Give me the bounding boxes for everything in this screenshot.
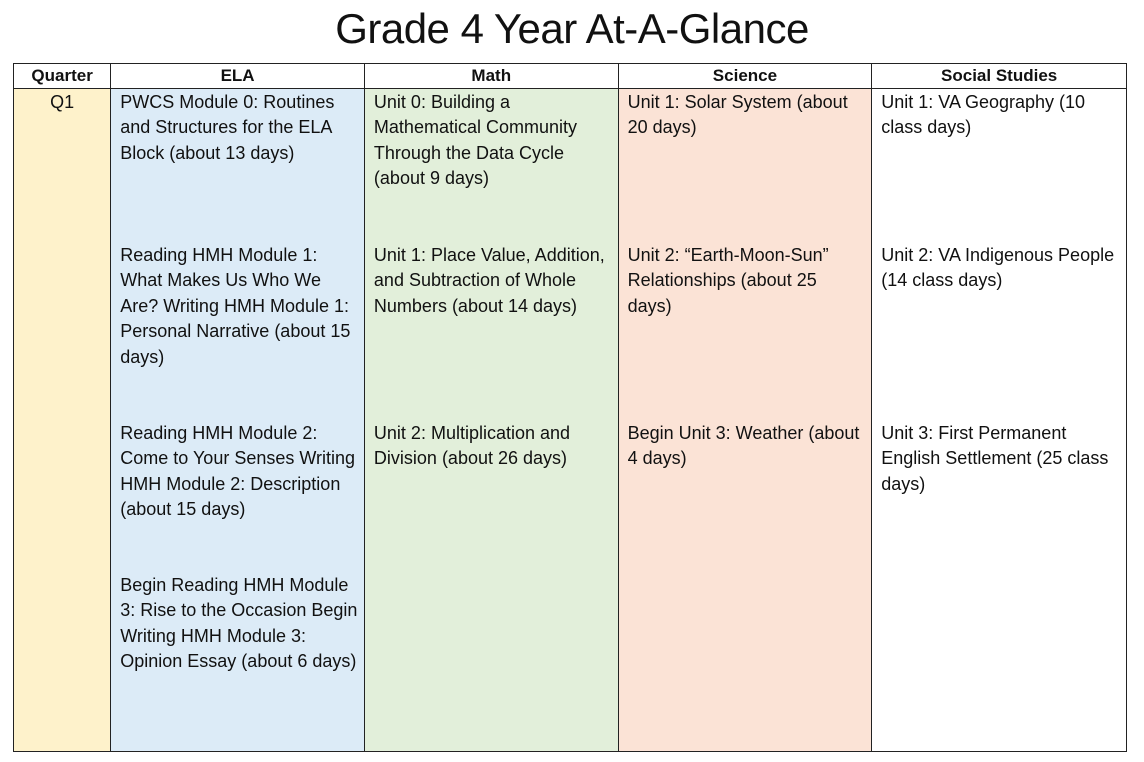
table-row <box>14 89 1127 752</box>
math-entry: Unit 2: Multiplication and Division (about 26 days) <box>373 423 571 469</box>
header-math: Math <box>364 64 618 89</box>
math-cell <box>364 89 618 752</box>
science-entry: Unit 1: Solar System (about 20 days) <box>627 92 848 138</box>
header-social-studies: Social Studies <box>872 64 1127 89</box>
social-studies-entry: Unit 2: VA Indigenous People (14 class days) <box>881 245 1115 291</box>
science-cell <box>618 89 872 752</box>
social-studies-entry: Unit 1: VA Geography (10 class days) <box>881 92 1086 138</box>
science-entry: Begin Unit 3: Weather (about 4 days) <box>627 423 860 469</box>
math-entry: Unit 1: Place Value, Addition, and Subtraction of Whole Numbers (about 14 days) <box>373 245 605 316</box>
social-studies-entry: Unit 3: First Permanent English Settlement (25 class days) <box>881 423 1109 494</box>
header-ela: ELA <box>111 64 365 89</box>
ela-cell <box>111 89 365 752</box>
header-row <box>14 64 1127 89</box>
ela-entry: Reading HMH Module 1: What Makes Us Who We Are? Writing HMH Module 1: Personal Narrative (about 15 days) <box>120 245 351 367</box>
page-title: Grade 4 Year At-A-Glance <box>335 5 809 52</box>
header-quarter: Quarter <box>14 64 111 89</box>
header-science: Science <box>618 64 872 89</box>
ela-entry: PWCS Module 0: Routines and Structures for the ELA Block (about 13 days) <box>120 92 335 163</box>
social-studies-cell <box>872 89 1127 752</box>
science-entry: Unit 2: “Earth-Moon-Sun” Relationships (about 25 days) <box>627 245 829 316</box>
year-at-a-glance-table <box>13 63 1127 752</box>
quarter-cell <box>14 89 111 752</box>
math-entry: Unit 0: Building a Mathematical Community Through the Data Cycle (about 9 days) <box>373 92 577 189</box>
ela-entry: Begin Reading HMH Module 3: Rise to the Occasion Begin Writing HMH Module 3: Opinion Essay (about 6 days) <box>120 575 358 672</box>
ela-entry: Reading HMH Module 2: Come to Your Senses Writing HMH Module 2: Description (about 15 days) <box>120 423 356 520</box>
quarter-label: Q1 <box>50 92 75 112</box>
